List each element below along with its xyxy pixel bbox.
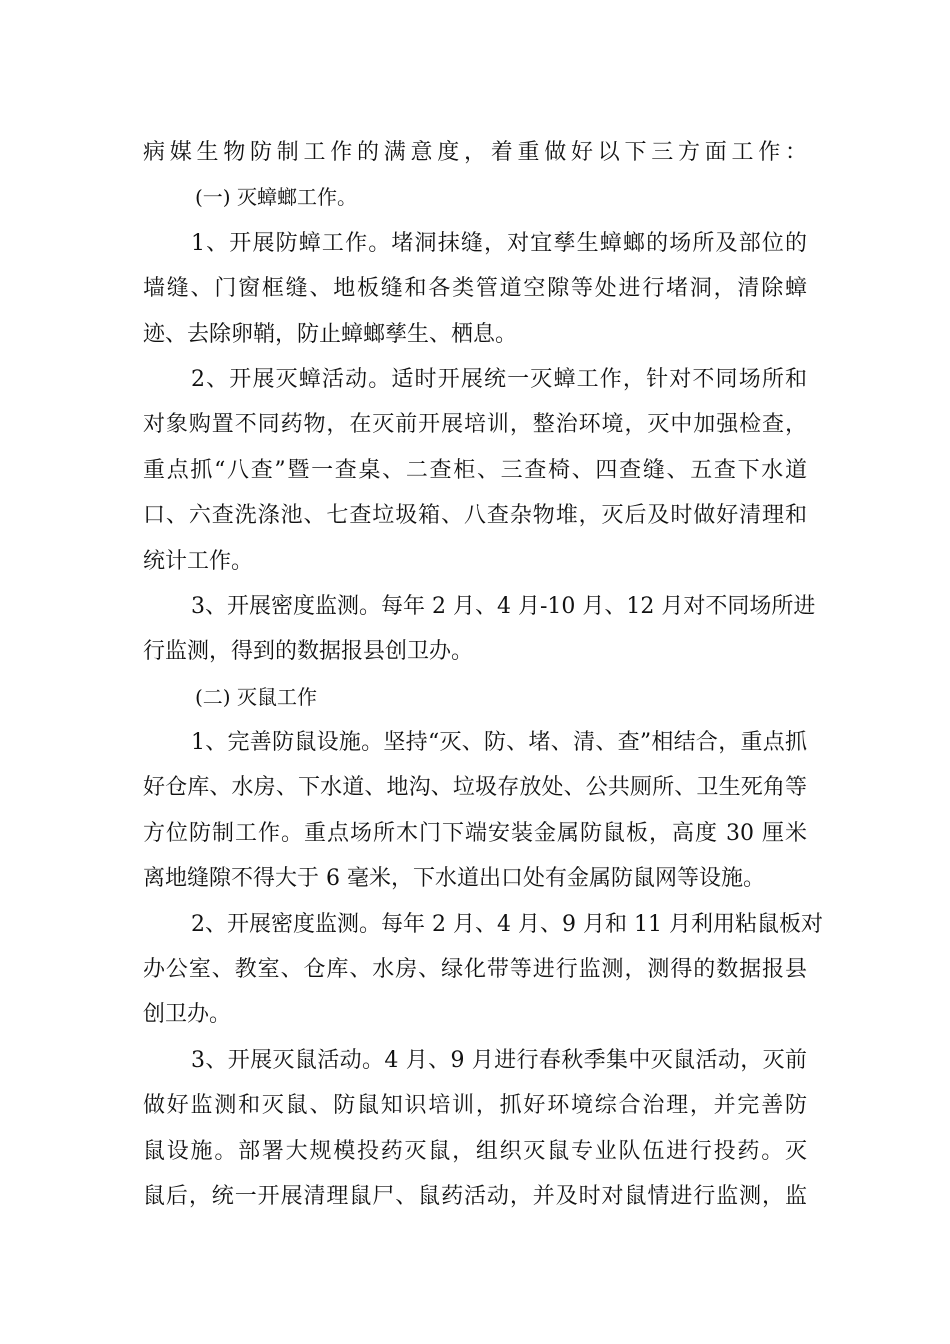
- paragraph-line: 迹、去除卵鞘，防止蟑螂孳生、栖息。: [143, 321, 518, 347]
- paragraph-line: 2、开展密度监测。每年 2 月、4 月、9 月和 11 月利用粘鼠板对: [191, 911, 823, 937]
- paragraph-line: 统计工作。: [143, 548, 254, 574]
- paragraph-line: 鼠后，统一开展清理鼠尸、鼠药活动，并及时对鼠情进行监测，监: [143, 1183, 807, 1209]
- paragraph-line: 办公室、教室、仓库、水房、绿化带等进行监测，测得的数据报县: [143, 957, 807, 983]
- paragraph-line: 离地缝隙不得大于 6 毫米，下水道出口处有金属防鼠网等设施。: [143, 866, 765, 892]
- document-body: [143, 130, 823, 1219]
- paragraph-line: 1、开展防蟑工作。堵洞抹缝，对宜孳生蟑螂的场所及部位的: [191, 230, 807, 256]
- paragraph-line: 口、六查洗涤池、七查垃圾箱、八查杂物堆，灭后及时做好清理和: [143, 503, 807, 529]
- paragraph-line: 做好监测和灭鼠、防鼠知识培训，抓好环境综合治理，并完善防: [143, 1093, 807, 1119]
- paragraph-line: 重点抓“八查”暨一查桌、二查柜、三查椅、四查缝、五查下水道: [143, 457, 807, 483]
- paragraph-line: 对象购置不同药物，在灭前开展培训，整治环境，灭中加强检查，: [143, 412, 807, 438]
- paragraph-line: 方位防制工作。重点场所木门下端安装金属防鼠板，高度 30 厘米: [143, 820, 807, 846]
- paragraph-line: 墙缝、门窗框缝、地板缝和各类管道空隙等处进行堵洞，清除蟑: [143, 276, 807, 302]
- paragraph-line: 创卫办。: [143, 1002, 232, 1028]
- section-heading-cockroach: (一) 灭蟑螂工作。: [195, 185, 357, 210]
- paragraph-line: 2、开展灭蟑活动。适时开展统一灭蟑工作，针对不同场所和: [191, 366, 807, 392]
- paragraph-line: 行监测，得到的数据报县创卫办。: [143, 639, 474, 665]
- section-heading-rodent: (二) 灭鼠工作: [195, 684, 317, 709]
- paragraph-line: 鼠设施。部署大规模投药灭鼠，组织灭鼠专业队伍进行投药。灭: [143, 1138, 807, 1164]
- paragraph-line: 1、完善防鼠设施。坚持“灭、防、堵、清、查”相结合，重点抓: [191, 730, 807, 756]
- paragraph-line: 3、开展密度监测。每年 2 月、4 月-10 月、12 月对不同场所进: [191, 593, 816, 619]
- paragraph-line: 好仓库、水房、下水道、地沟、垃圾存放处、公共厕所、卫生死角等: [143, 775, 807, 801]
- paragraph-line: 病媒生物防制工作的满意度，着重做好以下三方面工作：: [143, 140, 807, 165]
- paragraph-line: 3、开展灭鼠活动。4 月、9 月进行春秋季集中灭鼠活动，灭前: [191, 1047, 807, 1073]
